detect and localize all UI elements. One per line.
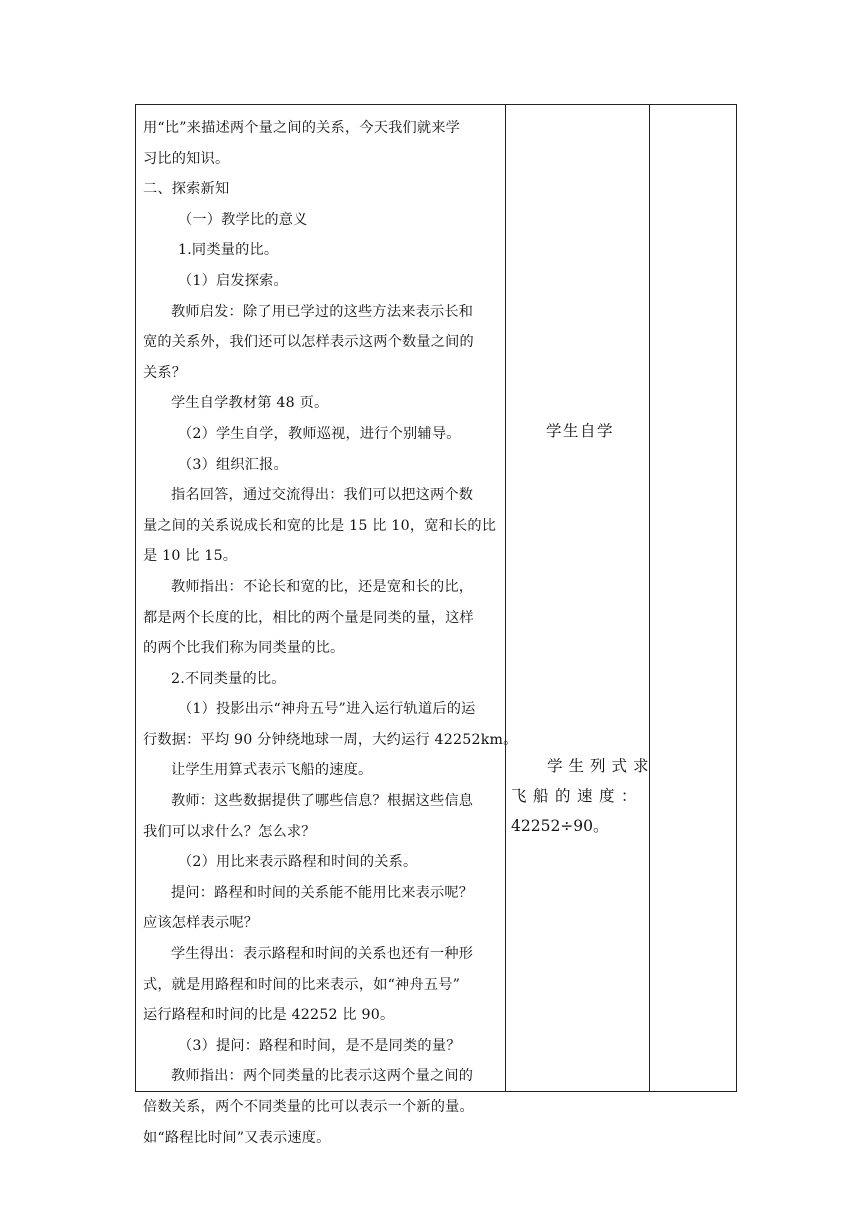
text-line: 2.不同类量的比。 xyxy=(171,670,286,687)
note-line: 学生列式求 xyxy=(547,757,655,775)
text-line: 学生得出：表示路程和时间的关系也还有一种形 xyxy=(171,946,474,963)
text-line: 运行路程和时间的比是 42252 比 90。 xyxy=(143,1007,395,1024)
text-line: 1.同类量的比。 xyxy=(178,242,279,259)
text-line: （2）学生自学，教师巡视，进行个别辅导。 xyxy=(178,425,461,442)
text-line: 应该怎样表示呢？ xyxy=(143,915,259,932)
text-line: 是 10 比 15。 xyxy=(143,548,238,565)
text-line: 用“比”来描述两个量之间的关系，今天我们就来学 xyxy=(143,120,461,136)
student-activity-note-2 xyxy=(511,751,655,841)
text-line: 我们可以求什么？怎么求？ xyxy=(143,823,316,840)
text-line: （2）用比来表示路程和时间的关系。 xyxy=(178,854,418,871)
text-line: 让学生用算式表示飞船的速度。 xyxy=(171,762,373,779)
note-line: 42252÷90。 xyxy=(511,817,609,835)
text-line: 教师启发：除了用已学过的这些方法来表示长和 xyxy=(171,303,474,320)
text-line: 量之间的关系说成长和宽的比是 15 比 10，宽和长的比 xyxy=(143,517,497,534)
column-divider-1 xyxy=(505,105,506,1091)
text-line: 的两个比我们称为同类量的比。 xyxy=(143,640,345,657)
text-line: （3）提问：路程和时间，是不是同类的量？ xyxy=(178,1037,461,1054)
text-line: 如“路程比时间”又表示速度。 xyxy=(143,1129,331,1146)
student-activity-note-1: 学生自学 xyxy=(546,422,615,440)
text-line: 指名回答，通过交流得出：我们可以把这两个数 xyxy=(171,487,474,504)
text-line: 式，就是用路程和时间的比来表示，如“神舟五号” xyxy=(143,976,461,993)
text-line: 倍数关系，两个不同类量的比可以表示一个新的量。 xyxy=(143,1099,474,1115)
teaching-process-column xyxy=(143,113,518,1153)
text-line: （1）启发探索。 xyxy=(178,272,288,289)
text-line: 关系？ xyxy=(143,364,187,381)
text-line: 宽的关系外，我们还可以怎样表示这两个数量之间的 xyxy=(143,334,474,351)
note-line: 飞船的速度： xyxy=(511,787,644,805)
column-divider-2 xyxy=(649,105,650,1091)
section-heading: 二、探索新知 xyxy=(143,181,230,198)
text-line: 学生自学教材第 48 页。 xyxy=(171,395,329,412)
text-line: 都是两个长度的比，相比的两个量是同类的量，这样 xyxy=(143,609,474,626)
text-line: （3）组织汇报。 xyxy=(178,456,288,473)
subsection-heading: （一）教学比的意义 xyxy=(178,211,308,228)
text-line: （1）投影出示“神舟五号”进入运行轨道后的运 xyxy=(178,701,476,718)
text-line: 教师指出：不论长和宽的比，还是宽和长的比， xyxy=(171,578,474,595)
text-line: 习比的知识。 xyxy=(143,150,230,167)
text-line: 教师指出：两个同类量的比表示这两个量之间的 xyxy=(171,1068,474,1085)
lesson-plan-table xyxy=(135,104,737,1146)
text-line: 提问：路程和时间的关系能不能用比来表示呢？ xyxy=(171,884,474,901)
text-line: 行数据：平均 90 分钟绕地球一周，大约运行 42252km。 xyxy=(143,731,518,748)
text-line: 教师：这些数据提供了哪些信息？根据这些信息 xyxy=(171,793,474,810)
